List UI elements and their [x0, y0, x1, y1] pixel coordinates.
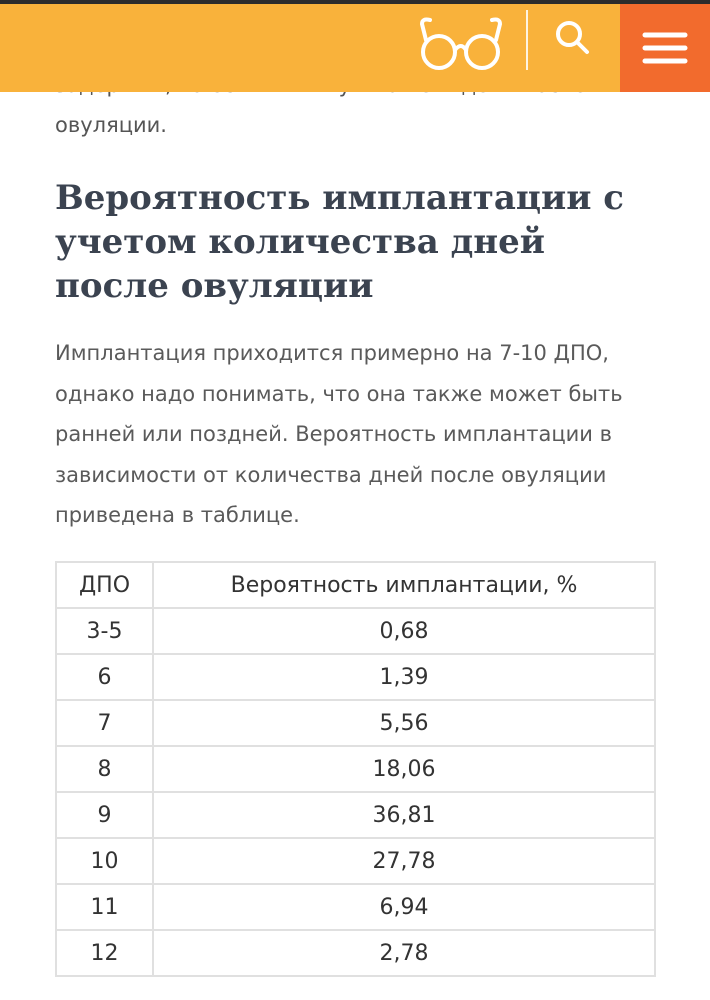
cell-dpo: 9 [56, 792, 153, 838]
cell-dpo: 11 [56, 884, 153, 930]
implantation-probability-table [55, 561, 656, 977]
table-row [56, 838, 655, 884]
previous-paragraph-end: овуляции. [55, 113, 167, 137]
table-header-row [56, 562, 655, 608]
column-header-dpo: ДПО [56, 562, 153, 608]
cell-probability: 18,06 [153, 746, 655, 792]
cell-dpo: 6 [56, 654, 153, 700]
section-paragraph: Имплантация приходится примерно на 7-10 ДПО, однако надо понимать, что она также может быть ранней или поздней. Вероятность имплантации в зависимости от количества дней после овуляции приведена в таблице. [55, 341, 623, 527]
cell-dpo: 12 [56, 930, 153, 976]
glasses-icon[interactable] [418, 14, 504, 78]
table-row [56, 930, 655, 976]
table-row [56, 700, 655, 746]
cell-probability: 27,78 [153, 838, 655, 884]
table-row [56, 746, 655, 792]
table-row [56, 608, 655, 654]
table-row [56, 654, 655, 700]
top-header-bar [0, 0, 710, 92]
table-row [56, 884, 655, 930]
cell-probability: 5,56 [153, 700, 655, 746]
cell-probability: 2,78 [153, 930, 655, 976]
search-icon[interactable] [553, 18, 593, 58]
header-divider [526, 10, 528, 70]
cell-probability: 36,81 [153, 792, 655, 838]
cell-dpo: 10 [56, 838, 153, 884]
cell-dpo: 8 [56, 746, 153, 792]
table-row [56, 792, 655, 838]
cell-dpo: 7 [56, 700, 153, 746]
column-header-probability: Вероятность имплантации, % [153, 562, 655, 608]
hamburger-menu-icon[interactable] [620, 4, 710, 92]
cell-dpo: 3-5 [56, 608, 153, 654]
cell-probability: 6,94 [153, 884, 655, 930]
cell-probability: 1,39 [153, 654, 655, 700]
section-heading: Вероятность имплантации с учетом количества дней после овуляции [55, 178, 624, 306]
cell-probability: 0,68 [153, 608, 655, 654]
